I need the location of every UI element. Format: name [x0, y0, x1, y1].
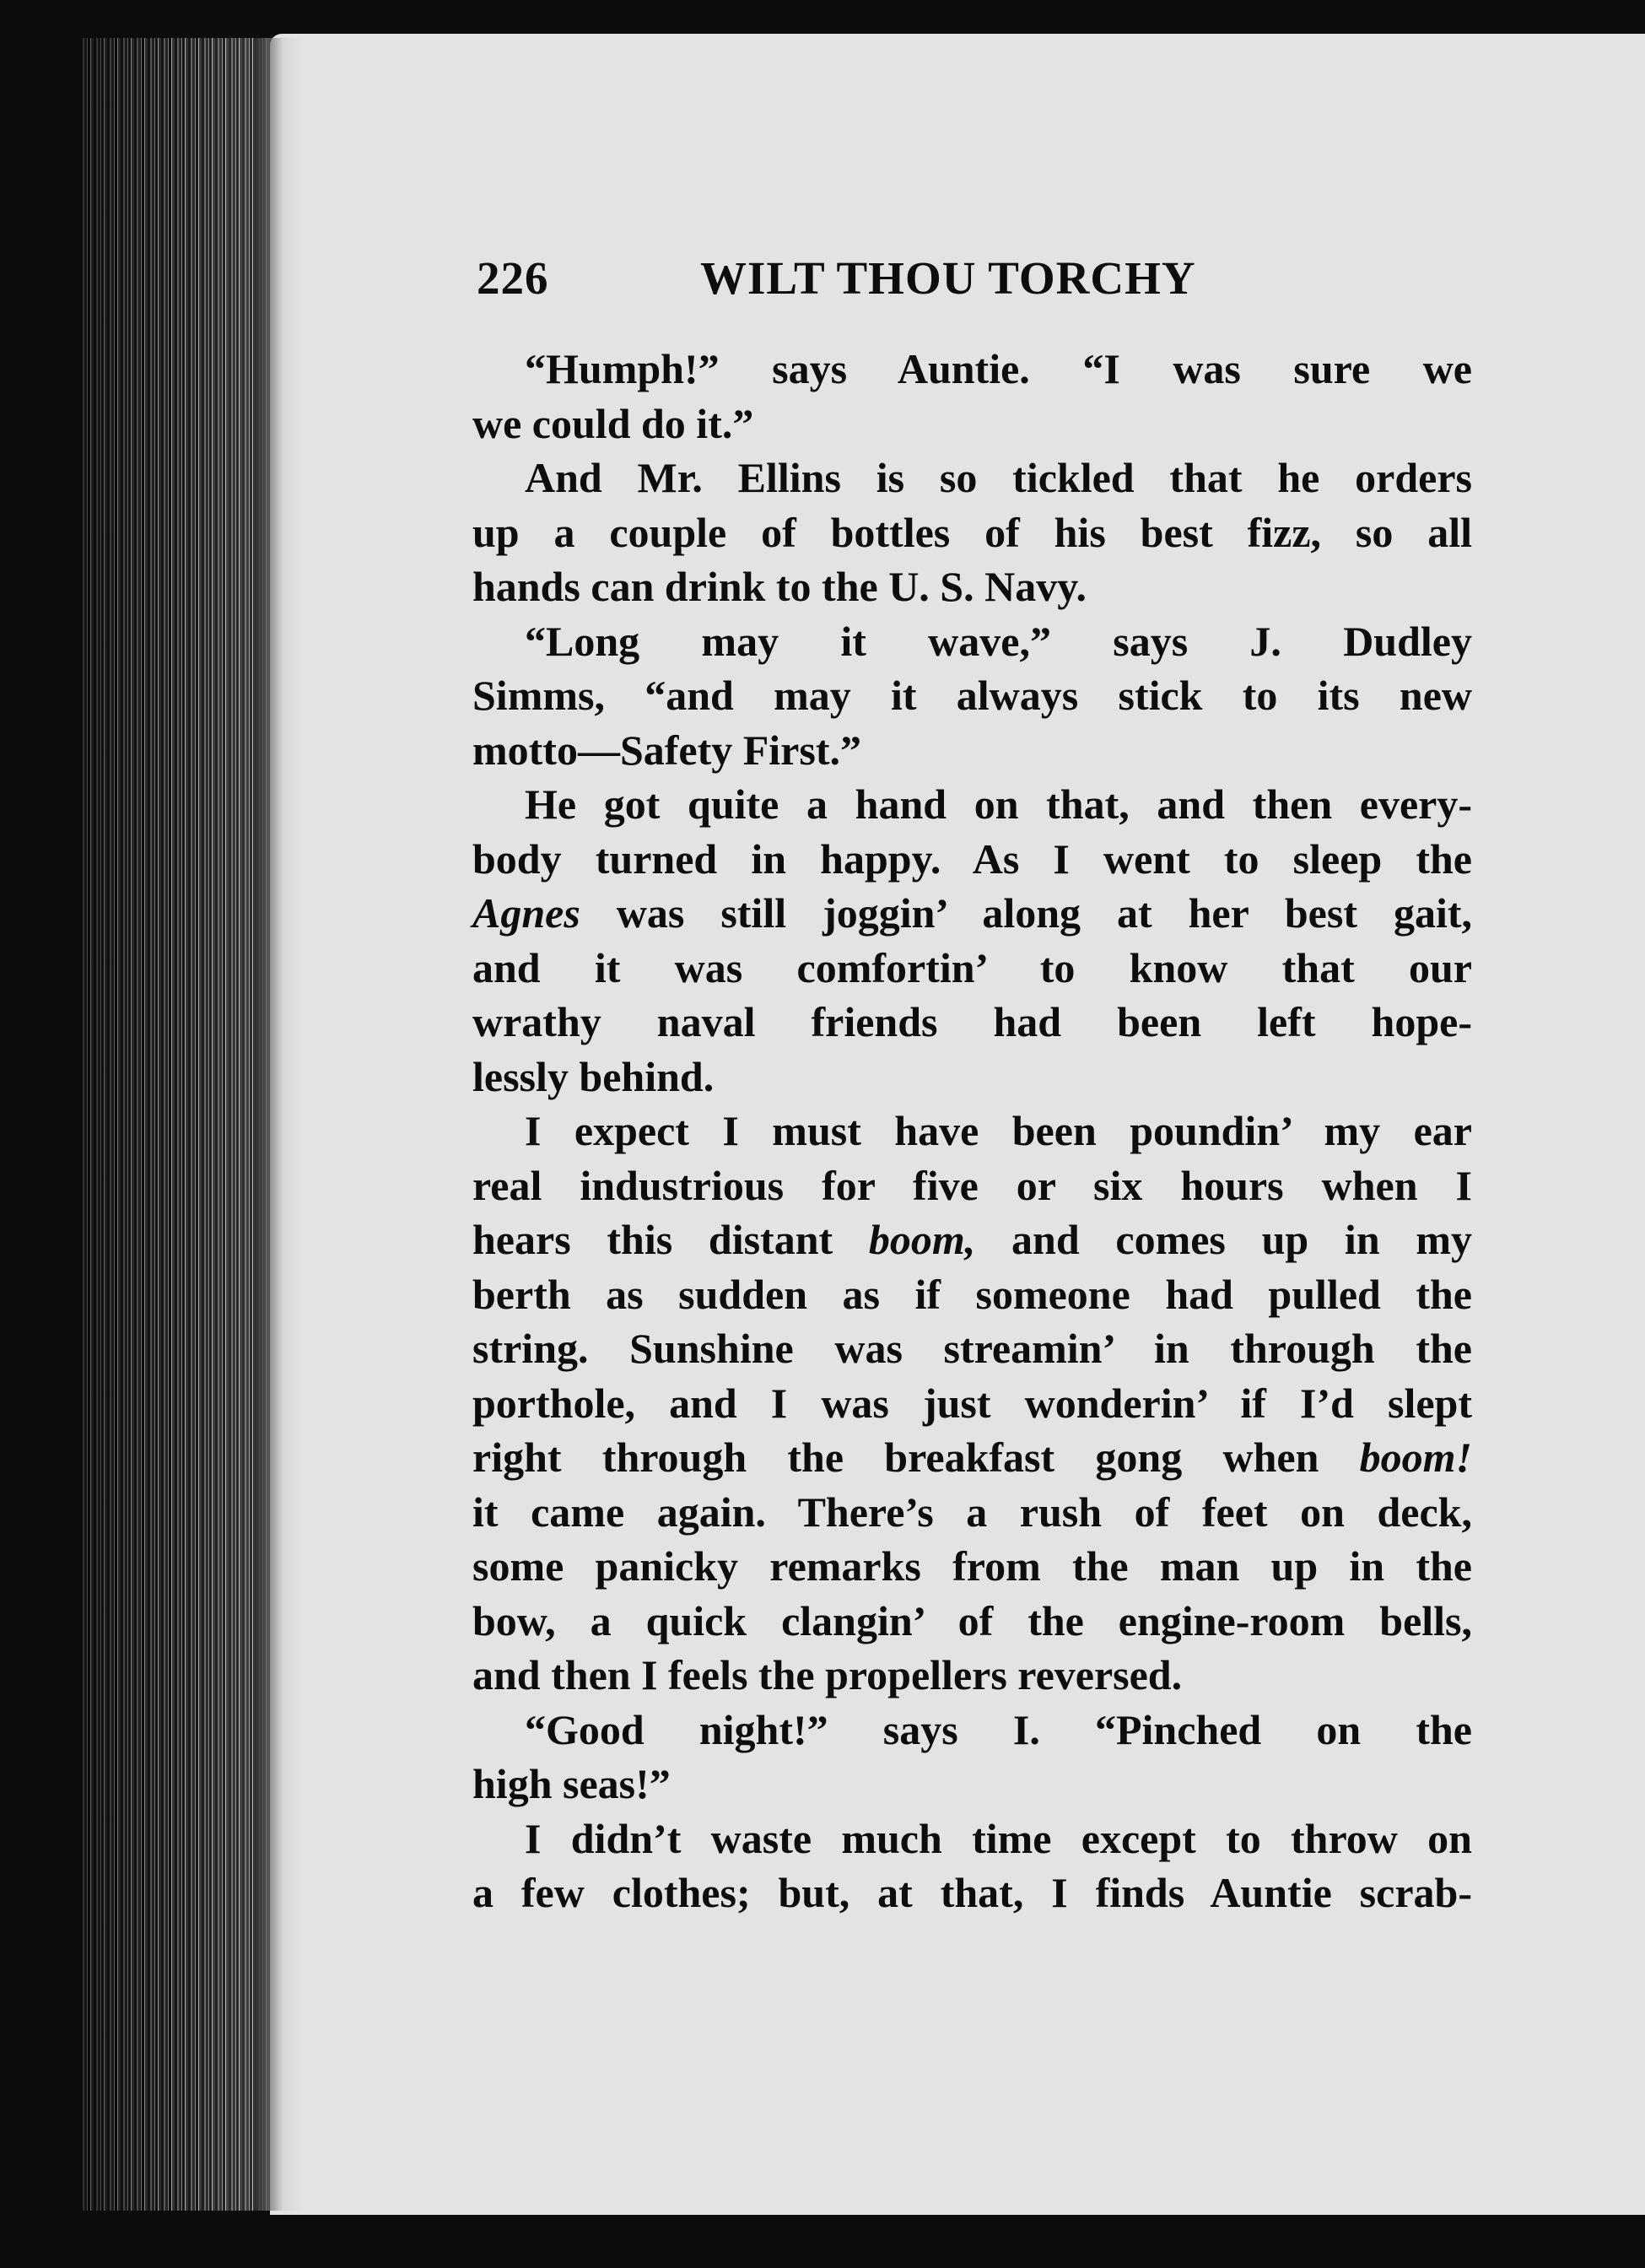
text-line	[472, 559, 1472, 614]
gutter-shadow	[253, 38, 304, 2211]
text-line	[472, 886, 1472, 941]
text-line	[472, 1050, 1472, 1104]
text-segment: hands can drink to the U. S. Navy.	[472, 563, 1087, 610]
text-segment: a few clothes; but, at that, I finds Auntie scrab-	[472, 1869, 1472, 1916]
text-segment: I expect I must have been poundin’ my ear	[525, 1107, 1472, 1154]
italic-segment: boom!	[1359, 1434, 1472, 1481]
text-segment: wrathy naval friends had been left hope-	[472, 998, 1472, 1045]
text-segment: bow, a quick clangin’ of the engine-room bells,	[472, 1596, 1472, 1644]
paragraph	[472, 451, 1472, 614]
text-line	[472, 1321, 1472, 1376]
text-segment: And Mr. Ellins is so tickled that he orders	[525, 454, 1472, 501]
text-line	[472, 777, 1472, 832]
text-line	[472, 1648, 1472, 1703]
text-line	[472, 1757, 1472, 1812]
text-line	[472, 1430, 1472, 1485]
text-line	[472, 668, 1472, 723]
paragraph	[472, 1703, 1472, 1812]
text-segment: body turned in happy. As I went to sleep the	[472, 834, 1472, 883]
page-number: 226	[477, 252, 549, 304]
paragraph	[472, 342, 1472, 451]
text-segment: hears this distant	[472, 1216, 869, 1263]
text-segment: it came again. There’s a rush of feet on deck,	[472, 1488, 1472, 1536]
text-line	[472, 832, 1472, 887]
text-segment: real industrious for five or six hours when I	[472, 1161, 1472, 1209]
book-title: WILT THOU TORCHY	[700, 252, 1196, 304]
text-segment: high seas!”	[472, 1760, 671, 1807]
text-segment: some panicky remarks from the man up in the	[472, 1542, 1472, 1590]
text-segment: I didn’t waste much time except to throw on	[525, 1814, 1472, 1862]
italic-segment: boom,	[868, 1216, 976, 1263]
text-line	[472, 1376, 1472, 1431]
text-line	[472, 1539, 1472, 1594]
text-line	[472, 1104, 1472, 1158]
text-line	[472, 1866, 1472, 1920]
text-segment: and then I feels the propellers reversed.	[472, 1651, 1183, 1698]
text-line	[472, 505, 1472, 560]
text-segment: lessly behind.	[472, 1052, 715, 1100]
text-segment: string. Sunshine was streamin’ in through the	[472, 1325, 1472, 1372]
text-segment: was still joggin’ along at her best gait,	[580, 889, 1472, 937]
text-segment: berth as sudden as if someone had pulled the	[472, 1270, 1472, 1318]
text-line	[472, 941, 1472, 996]
text-line	[472, 1594, 1472, 1649]
text-segment: He got quite a hand on that, and then every-	[525, 780, 1472, 828]
text-line	[472, 1703, 1472, 1758]
text-segment: Simms, “and may it always stick to its new	[472, 672, 1472, 719]
text-segment: motto—Safety First.”	[472, 726, 861, 774]
paragraph	[472, 777, 1472, 1104]
text-segment: “Long may it wave,” says J. Dudley	[525, 617, 1472, 665]
paragraph	[472, 614, 1472, 778]
page-edges-shading	[80, 38, 278, 2211]
paragraph	[472, 1104, 1472, 1703]
text-segment: up a couple of bottles of his best fizz, so all	[472, 508, 1472, 556]
text-line	[472, 614, 1472, 669]
paragraph	[472, 1812, 1472, 1920]
text-segment: we could do it.”	[472, 399, 754, 447]
text-line	[472, 1212, 1472, 1267]
text-line	[472, 1812, 1472, 1866]
text-line	[472, 397, 1472, 451]
text-line	[472, 451, 1472, 505]
running-head	[477, 251, 1320, 319]
text-line	[472, 995, 1472, 1050]
text-segment: right through the breakfast gong when	[472, 1434, 1360, 1481]
text-segment: and it was comfortin’ to know that our	[472, 943, 1472, 991]
text-line	[472, 1158, 1472, 1213]
text-line	[472, 723, 1472, 778]
text-segment: and comes up in my	[975, 1216, 1472, 1263]
text-line	[472, 342, 1472, 397]
text-segment: “Good night!” says I. “Pinched on the	[525, 1705, 1472, 1753]
text-line	[472, 1267, 1472, 1322]
text-segment: “Humph!” says Auntie. “I was sure we	[525, 345, 1472, 392]
text-line	[472, 1485, 1472, 1540]
text-segment: porthole, and I was just wonderin’ if I’d slept	[472, 1379, 1472, 1427]
italic-segment: Agnes	[472, 889, 580, 937]
body-text	[472, 342, 1472, 1920]
